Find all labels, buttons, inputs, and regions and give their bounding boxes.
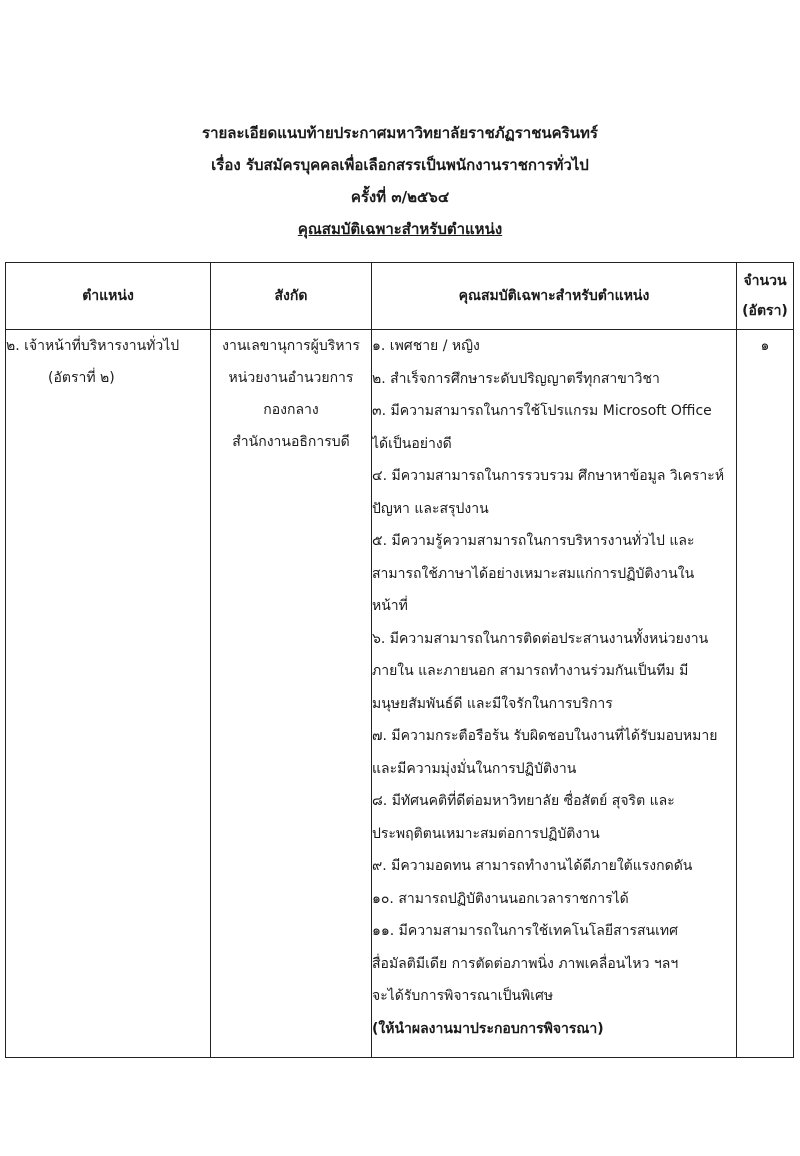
affiliation-line: งานเลขานุการผู้บริหาร <box>222 338 360 354</box>
document-title: รายละเอียดแนบท้ายประกาศมหาวิทยาลัยราชภัฏราชนครินทร์ <box>202 124 598 142</box>
qualification-line: ๔. มีความสามารถในการรวบรวม ศึกษาหาข้อมูล วิเคราะห์ <box>372 468 725 484</box>
qualification-line: มนุษยสัมพันธ์ดี และมีใจรักในการบริการ <box>372 695 613 712</box>
qualification-line: ๕. มีความรู้ความสามารถในการบริหารงานทั่วไป และ <box>372 533 695 549</box>
qualification-line: ภายใน และภายนอก สามารถทำงานร่วมกันเป็นทีม มี <box>372 663 689 679</box>
quota-cell: ๑ <box>737 330 794 1058</box>
qualification-line: ๗. มีความกระตือรือร้น รับผิดชอบในงานที่ได้รับมอบหมาย <box>372 728 718 744</box>
qualification-line: และมีความมุ่งมั่นในการปฏิบัติงาน <box>372 760 577 777</box>
qualification-line: ๑๐. สามารถปฏิบัติงานนอกเวลาราชการได้ <box>372 890 629 907</box>
column-header-position: ตำแหน่ง <box>6 263 211 330</box>
document-subject: เรื่อง รับสมัครบุคคลเพื่อเลือกสรรเป็นพนักงานราชการทั่วไป <box>211 156 589 174</box>
qualification-line: ๑๑. มีความสามารถในการใช้เทคโนโลยีสารสนเทศ <box>372 923 679 939</box>
affiliation-line: สำนักงานอธิการบดี <box>232 434 350 450</box>
qualification-line: ๙. มีความอดทน สามารถทำงานได้ดีภายใต้แรงกดดัน <box>372 858 693 874</box>
qualifications-table <box>5 262 794 1058</box>
position-cell <box>6 330 211 1058</box>
affiliation-cell <box>211 330 372 1058</box>
qualification-line: จะได้รับการพิจารณาเป็นพิเศษ <box>372 988 554 1004</box>
table-header-row <box>6 263 794 330</box>
qualification-line: ปัญหา และสรุปงาน <box>372 500 489 517</box>
affiliation-line: หน่วยงานอำนวยการ <box>228 370 354 386</box>
quota-header-line2: (อัตรา) <box>742 303 788 319</box>
section-heading: คุณสมบัติเฉพาะสำหรับตำแหน่ง <box>297 220 503 238</box>
qualifications-cell <box>372 330 737 1058</box>
table-row <box>6 330 794 1058</box>
qualification-line: ๓. มีความสามารถในการใช้โปรแกรม Microsoft Office <box>372 403 712 419</box>
quota-header-line1: จำนวน <box>743 273 787 289</box>
qualification-note: (ให้นำผลงานมาประกอบการพิจารณา) <box>372 1020 604 1037</box>
qualification-line: ๘. มีทัศนคติที่ดีต่อมหาวิทยาลัย ซื่อสัตย์ สุจริต และ <box>372 793 675 809</box>
column-header-affiliation: สังกัด <box>211 263 372 330</box>
affiliation-line: กองกลาง <box>263 402 319 418</box>
qualification-line: หน้าที่ <box>372 598 408 614</box>
position-title: ๒. เจ้าหน้าที่บริหารงานทั่วไป <box>6 338 180 354</box>
column-header-quota <box>737 263 794 330</box>
announcement-number: ครั้งที่ ๓/๒๕๖๔ <box>350 188 450 206</box>
qualification-line: สื่อมัลติมีเดีย การตัดต่อภาพนิ่ง ภาพเคลื่อนไหว ฯลฯ <box>372 955 679 972</box>
qualification-line: ได้เป็นอย่างดี <box>372 435 452 452</box>
qualification-line: ๖. มีความสามารถในการติดต่อประสานงานทั้งหน่วยงาน <box>372 630 709 647</box>
qualification-line: สามารถใช้ภาษาได้อย่างเหมาะสมแก่การปฏิบัติงานใน <box>372 565 695 582</box>
qualification-line: ๒. สำเร็จการศึกษาระดับปริญญาตรีทุกสาขาวิชา <box>372 370 660 387</box>
column-header-qualifications: คุณสมบัติเฉพาะสำหรับตำแหน่ง <box>372 263 737 330</box>
position-rate: (อัตราที่ ๒) <box>48 370 115 386</box>
qualification-line: ประพฤติตนเหมาะสมต่อการปฏิบัติงาน <box>372 825 600 842</box>
qualification-line: ๑. เพศชาย / หญิง <box>372 338 480 354</box>
